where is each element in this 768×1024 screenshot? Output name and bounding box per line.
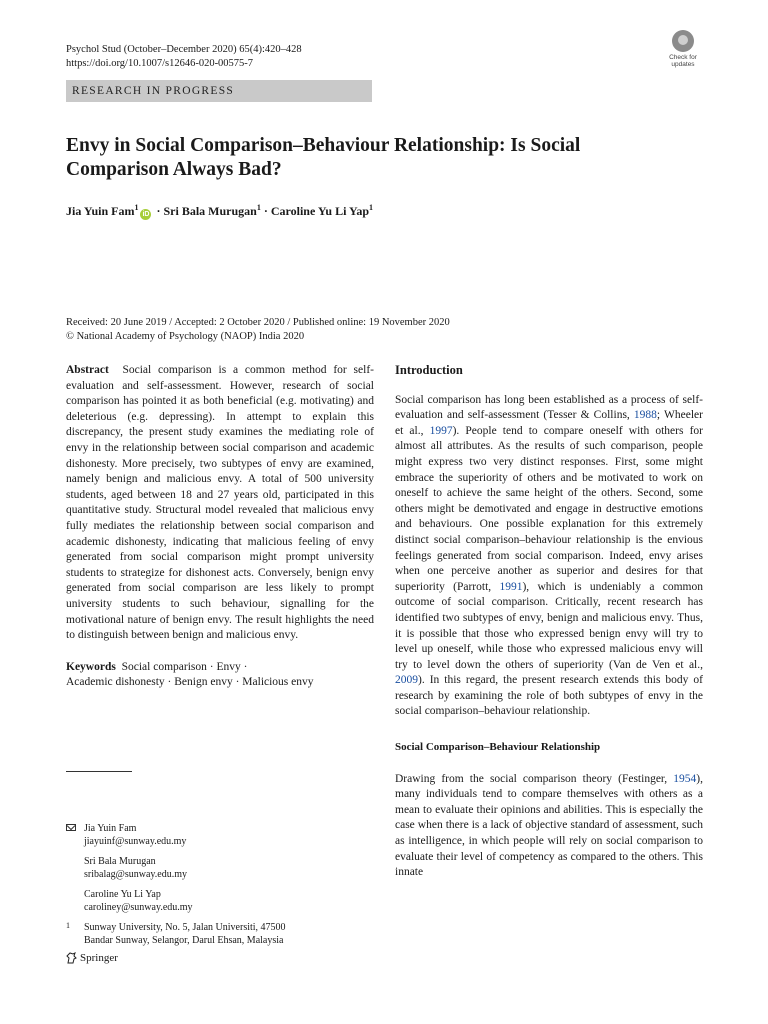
crossmark-label-1: Check for <box>669 54 697 61</box>
publication-dates <box>66 316 450 344</box>
publisher-logo <box>66 952 118 964</box>
journal-citation: Psychol Stud (October–December 2020) 65(4):420–428 <box>66 44 302 55</box>
affiliation <box>66 922 286 947</box>
article-title: Envy in Social Comparison–Behaviour Relationship: Is Social Comparison Always Bad? <box>66 135 581 180</box>
contact-email[interactable]: sribalag@sunway.edu.my <box>84 868 187 880</box>
abstract-heading: Abstract <box>66 364 109 376</box>
envelope-icon <box>66 824 76 831</box>
abstract <box>66 363 374 644</box>
doi-link[interactable]: https://doi.org/10.1007/s12646-020-00575-7 <box>66 58 254 69</box>
contact-name: Caroline Yu Li Yap <box>84 889 161 900</box>
citation-link[interactable]: 1954 <box>673 772 697 785</box>
citation-link[interactable]: 1997 <box>429 424 453 437</box>
author-affiliation-marker: 1 <box>134 203 139 212</box>
right-column <box>395 363 703 881</box>
affiliation-line-1: Sunway University, No. 5, Jalan Universiti, 47500 <box>84 922 286 933</box>
contact-info <box>66 823 286 955</box>
author-affiliation-marker: 1 <box>369 203 373 212</box>
affiliation-line-2: Bandar Sunway, Selangor, Darul Ehsan, Malaysia <box>84 934 284 946</box>
copyright-line: © National Academy of Psychology (NAOP) India 2020 <box>66 331 305 342</box>
introduction-heading: Introduction <box>395 363 463 377</box>
citation-link[interactable]: 1991 <box>499 580 523 593</box>
journal-header <box>66 43 302 71</box>
contact-entry <box>84 823 286 848</box>
orcid-icon[interactable]: iD <box>142 211 150 218</box>
subsection-paragraph <box>395 772 703 881</box>
check-for-updates-badge[interactable] <box>664 30 702 70</box>
keywords <box>66 660 374 691</box>
crossmark-icon <box>672 30 694 52</box>
body-text: ). In this regard, the present research extends this body of research by examining the role of both subtypes of envy in the social comparison–behaviour relationship. <box>395 674 703 718</box>
keywords-heading: Keywords <box>66 660 116 673</box>
history-dates: Received: 20 June 2019 / Accepted: 2 October 2020 / Published online: 19 November 2020 <box>66 317 450 328</box>
introduction-paragraph <box>395 393 703 720</box>
crossmark-label-2: updates <box>671 61 695 68</box>
contact-name: Sri Bala Murugan <box>84 856 156 867</box>
body-text: Drawing from the social comparison theory (Festinger, <box>395 772 674 785</box>
contact-email[interactable]: jiayuinf@sunway.edu.my <box>84 835 187 847</box>
author-list <box>66 203 373 220</box>
author-name[interactable]: Caroline Yu Li Yap <box>270 204 369 218</box>
author-separator: · <box>260 204 271 218</box>
body-text: ), many individuals tend to compare themselves with others as a mean to evaluate their opinions and abilities. This is especially the case when there is a lack of objective standard of assessment, such as intelligence, in which people will rely on social comparison to evaluate their level of competency as compared to the others. This innate <box>395 772 703 879</box>
body-text: ; Wheeler et al., <box>395 409 703 437</box>
body-text: Social comparison has long been established as a process of self-evaluation and self-assessment (Tesser & Collins, <box>395 393 703 422</box>
left-column <box>66 363 374 691</box>
citation-link[interactable]: 2009 <box>395 674 418 687</box>
citation-link[interactable]: 1988 <box>633 409 657 422</box>
corresponding-contacts <box>66 823 286 914</box>
contact-entry <box>84 889 286 914</box>
article-type-banner: RESEARCH IN PROGRESS <box>66 80 372 102</box>
keywords-line-2: Academic dishonesty · Benign envy · Malicious envy <box>66 676 314 689</box>
keywords-line-1: Social comparison · Envy · <box>121 660 248 673</box>
affiliation-number: 1 <box>66 921 70 930</box>
subsection-heading: Social Comparison–Behaviour Relationship <box>395 741 601 754</box>
footnote-divider <box>66 771 132 772</box>
springer-horse-icon <box>66 952 77 964</box>
contact-name: Jia Yuin Fam <box>84 823 137 834</box>
author-separator: · <box>153 204 164 218</box>
contact-entry <box>84 856 286 881</box>
author-name[interactable]: Jia Yuin Fam <box>66 204 135 218</box>
contact-email[interactable]: caroliney@sunway.edu.my <box>84 901 193 913</box>
abstract-text: Social comparison is a common method for self-evaluation and self-assessment. However, research of social comparison has pointed it as both beneficial (e.g. motivating) and deleterious (e.g. depressing). In attempt to explain this discrepancy, the present study examines the mediating role of envy in the relationship between social comparison and academic dishonesty. More precisely, two subtypes of envy are examined, namely benign and malicious envy. A total of 500 university students, aged between 18 and 27 years old, participated in this quantitative study. Structural model revealed that malicious envy fully mediates the relationship between social comparison and academic dishonesty, indicating that malicious feeling of envy generated from social comparison might prompt university students to strategize for dishonest acts. Conversely, benign envy generated from social comparison are less likely to prompt university students to such behaviour, signalling for the motivational nature of benign envy. The result highlights the need to distinguish between benign and malicious envy. <box>66 364 374 642</box>
author-affiliation-marker: 1 <box>256 203 261 212</box>
body-text: ), which is undeniably a common outcome of social comparison. Critically, recent research has identified two subtypes of envy, benign and malicious envy. Thus, it is possible that those who expressed benign envy will try to level up oneself, while those who expressed malicious envy will try to level down the others of superiority (Van de Ven et al., <box>395 580 703 671</box>
body-text: ). People tend to compare oneself with others for almost all attributes. As the results of such comparison, people might express two very distinct responses. First, some might embrace the superiority of others and be motivated to work on oneself to achieve the same height of the others. Second, some others might be demotivated and engage in destructive emotions and behaviours. One possible explanation for this extremely distinct social comparison–behaviour relationship is the envious feelings generated from social comparison. Indeed, envy arises when one perceive another as superior and desires for that superiority (Parrott, <box>395 424 703 593</box>
author-name[interactable]: Sri Bala Murugan <box>163 204 257 218</box>
publisher-name: Springer <box>80 952 118 964</box>
